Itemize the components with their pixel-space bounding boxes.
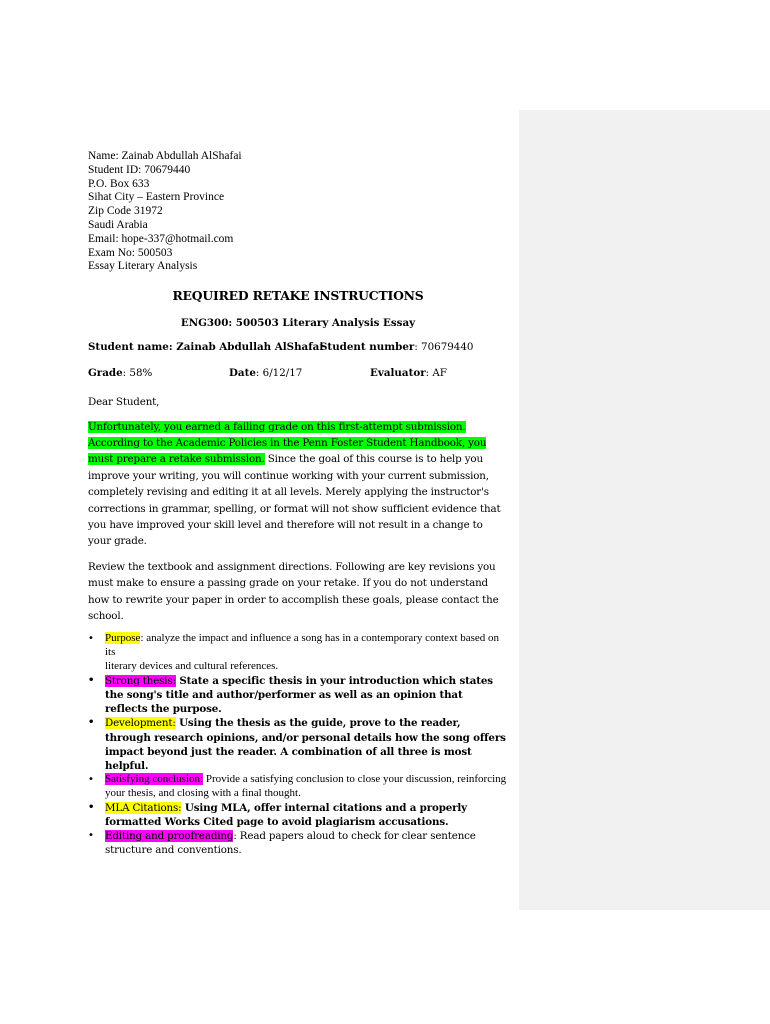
comment-pane — [519, 110, 770, 910]
header-line: Zip Code 31972 — [88, 205, 163, 218]
list-item-development: • Development: Using the thesis as the guide, prove to the reader, through research opinions, and/or personal details how the song offers impact beyond just the reader. A combination of all three is most helpful. — [88, 716, 508, 773]
student-name: Student name: Zainab Abdullah AlShafai — [88, 341, 324, 354]
header-line: Exam No: 500503 — [88, 246, 173, 259]
list-item-purpose: • Purpose: analyze the impact and influence a song has in a contemporary context based on its literary devices and cultural references. — [88, 632, 508, 673]
list-item-thesis: • Strong thesis: State a specific thesis in your introduction which states the song's title and author/performer as well as an opinion that reflects the purpose. — [88, 674, 508, 717]
course-heading: ENG300: 500503 Literary Analysis Essay — [180, 317, 416, 330]
list-item-editing: • Editing and proofreading: Read papers aloud to check for clear sentence structure and conventions. — [88, 829, 508, 857]
evaluator: Evaluator: AF — [370, 367, 447, 380]
student-number: Student number: 70679440 — [320, 341, 474, 354]
header-line: Saudi Arabia — [88, 218, 148, 231]
header-line: P.O. Box 633 — [88, 177, 150, 190]
revision-list — [88, 632, 508, 857]
list-item-conclusion: • Satisfying conclusion: Provide a satisfying conclusion to close your discussion, reinforcing your thesis, and closing with a final thought. — [88, 773, 508, 801]
header-line: Student ID: 70679440 — [88, 163, 191, 176]
student-info-row — [88, 341, 508, 357]
list-item-mla: • MLA Citations: Using MLA, offer internal citations and a properly formatted Works Cited page to avoid plagiarism accusations. — [88, 801, 508, 829]
highlight-failing: Unfortunately, you earned a failing grade on this first-attempt submission. According to the Academic Policies in the Penn Foster Student Handbook, you must prepare a retake submission. — [88, 420, 487, 466]
paragraph-failing-grade: Unfortunately, you earned a failing grade on this first-attempt submission. According to the Academic Policies in the Penn Foster Student Handbook, you must prepare a retake submission. Since the goal of this course is to help you improve your writing, you will continue working with your current submission, completely revising and editing it at all levels. Merely applying the instructor's corrections in grammar, spelling, or format will not show sufficient evidence that you have improved your skill level and therefore will not result in a change to your grade. — [88, 420, 501, 548]
header-line: Sihat City – Eastern Province — [88, 191, 225, 204]
paragraph-review: Review the textbook and assignment directions. Following are key revisions you must make to ensure a passing grade on your retake. If you do not understand how to rewrite your paper in order to accomplish these goals, please contact the school. — [88, 560, 499, 623]
date: Date: 6/12/17 — [229, 367, 303, 380]
student-header-block — [88, 150, 508, 274]
document-page — [88, 150, 508, 858]
header-line: Name: Zainab Abdullah AlShafai — [88, 150, 242, 162]
header-line: Essay Literary Analysis — [88, 260, 198, 273]
grade-row — [88, 367, 508, 383]
header-line: Email: hope-337@hotmail.com — [88, 232, 234, 245]
document-title: REQUIRED RETAKE INSTRUCTIONS — [172, 288, 424, 304]
salutation: Dear Student, — [88, 396, 160, 409]
grade: Grade: 58% — [88, 367, 153, 380]
